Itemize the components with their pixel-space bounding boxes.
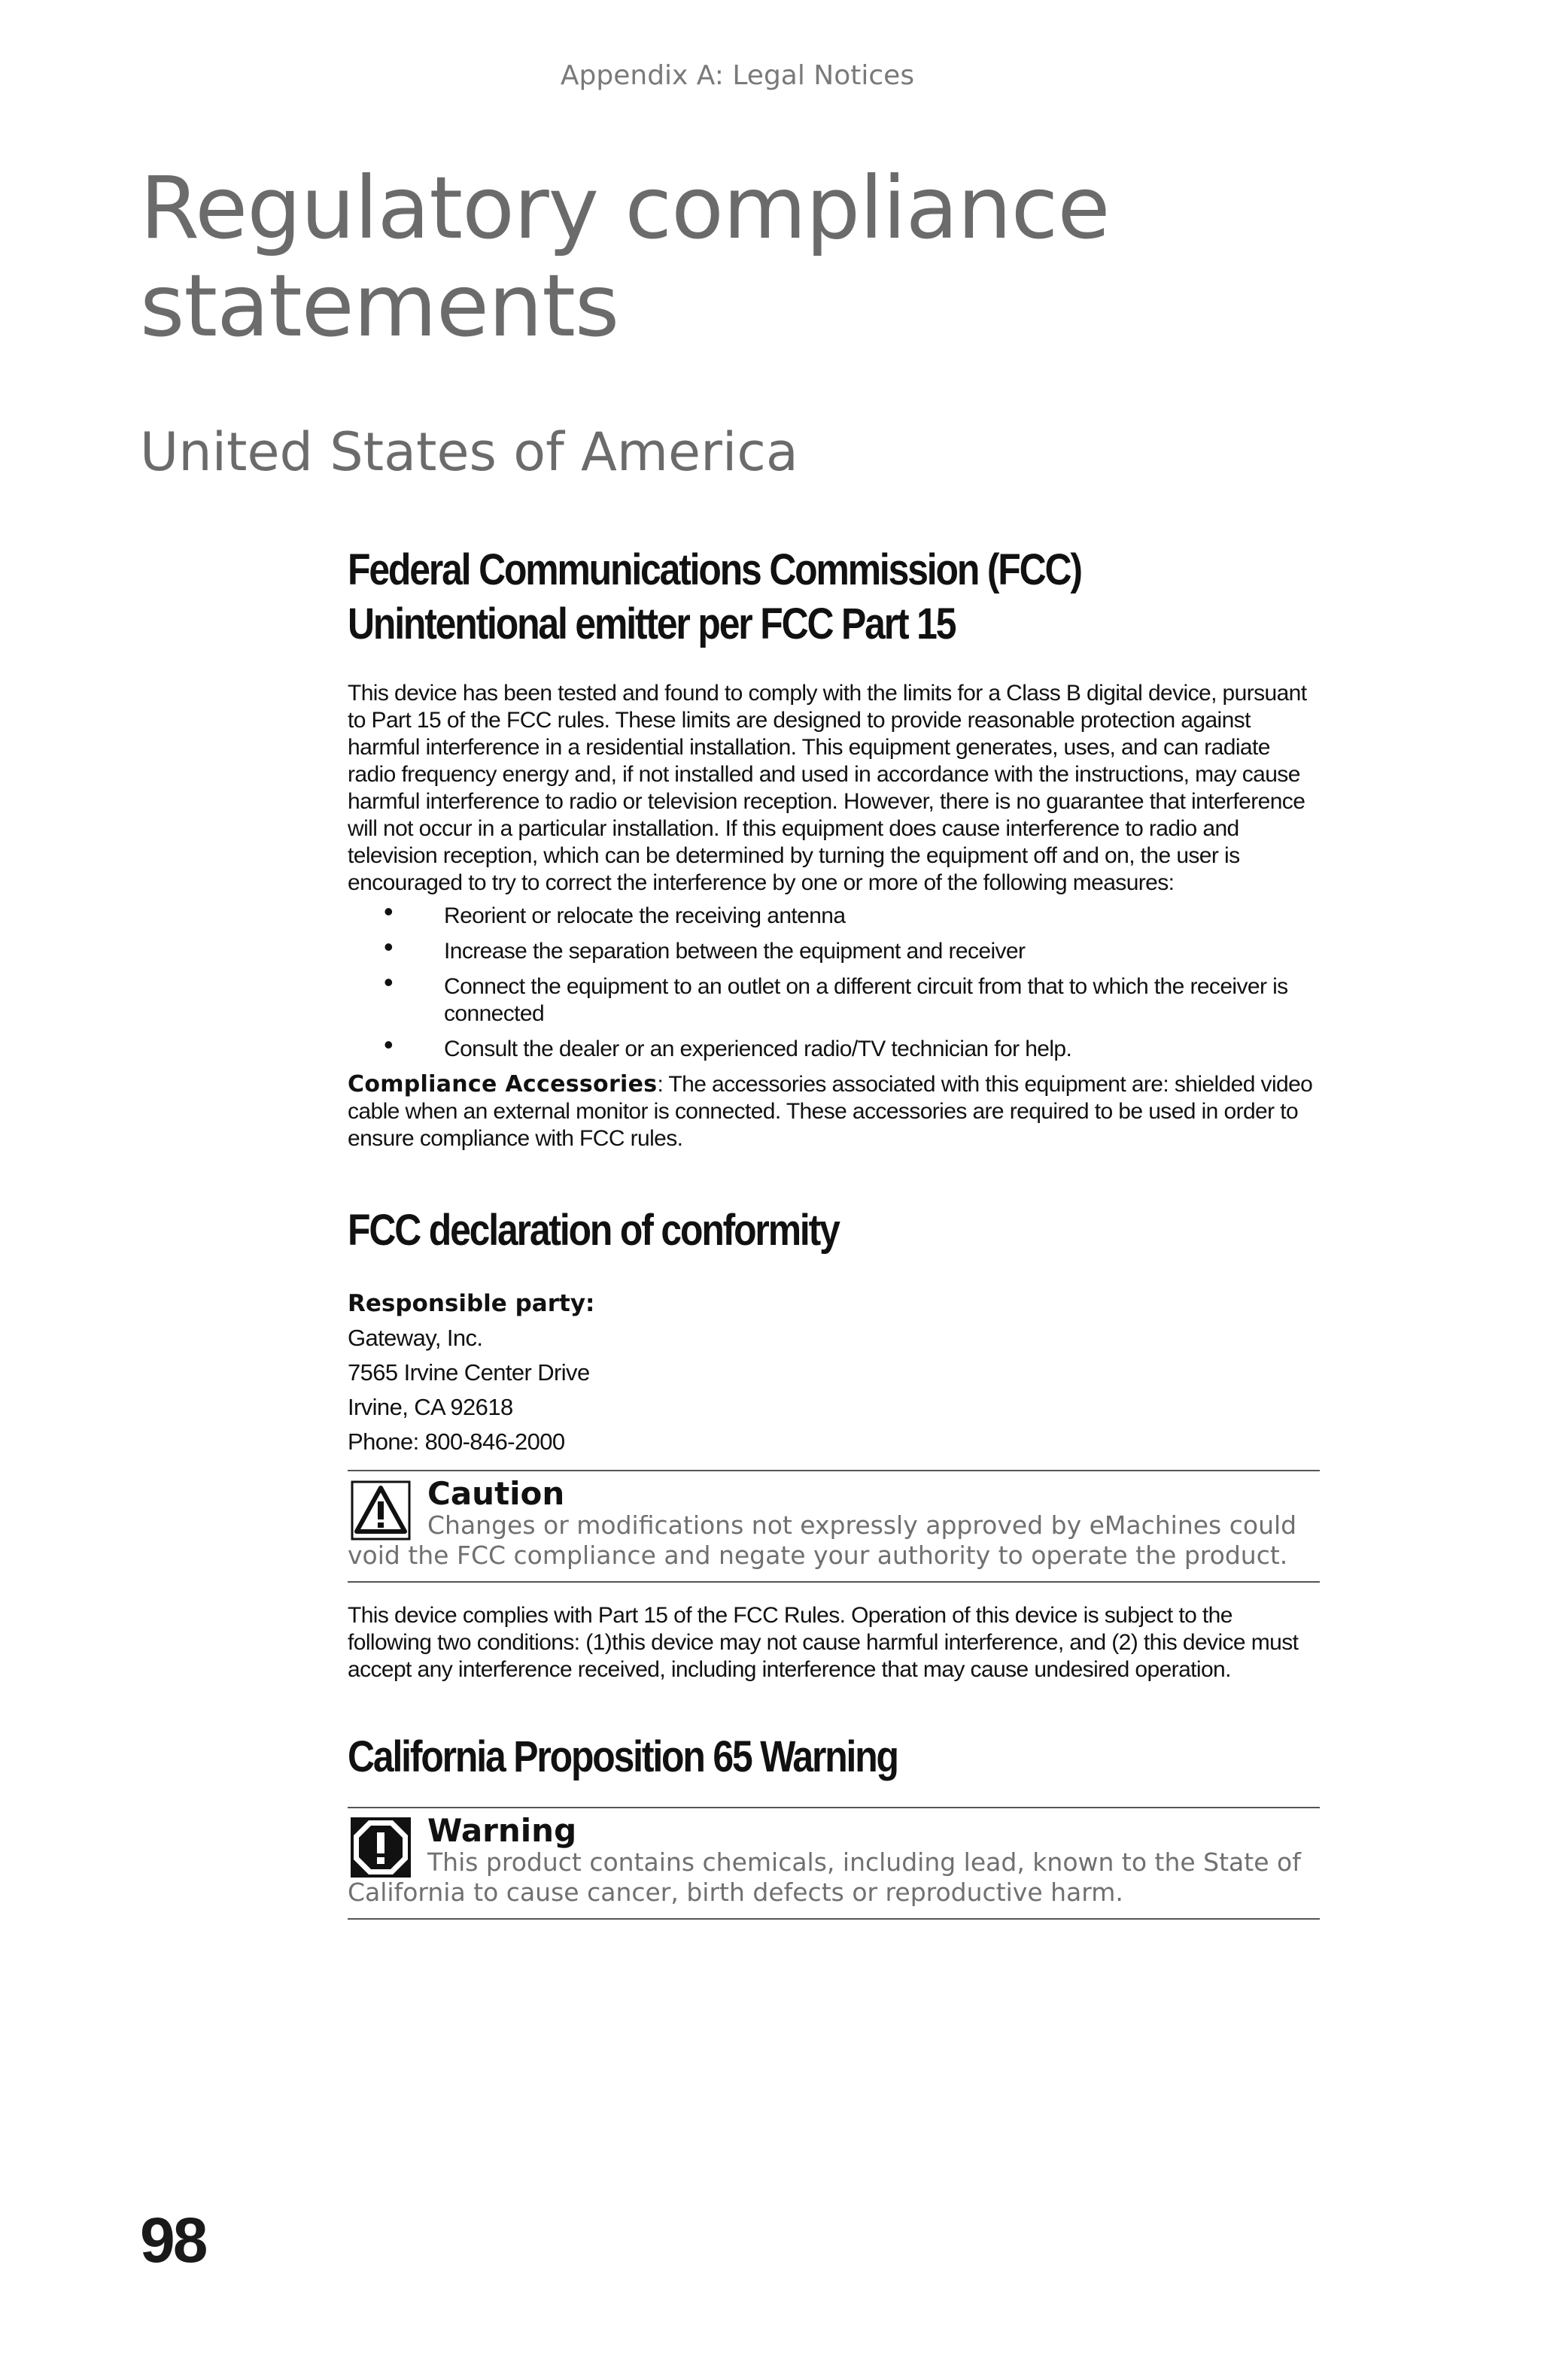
prop65-heading: California Proposition 65 Warning [348,1732,898,1781]
measures-list [348,896,1320,1063]
address-line: 7565 Irvine Center Drive [348,1359,590,1386]
warning-box [348,1807,1320,1920]
bullet-icon: • [384,1029,394,1060]
page-number: 98 [140,2205,206,2275]
region-title: United States of America [140,421,798,483]
address-line: Gateway, Inc. [348,1325,483,1351]
caution-box [348,1470,1320,1583]
caution-title: Caution [427,1475,565,1512]
bullet-icon: • [384,967,394,997]
list-item [348,1029,1320,1063]
measure-text: Increase the separation between the equipment and receiver [444,939,1026,964]
compliance-paragraph: This device complies with Part 15 of the FCC Rules. Operation of this device is subject to the following two conditions: (1)this device may not cause harmful interference, and (2) this device must accept any interference received, including interference that may cause undesired operation. [348,1603,1299,1682]
measure-text: Reorient or relocate the receiving antenna [444,903,846,928]
fcc-heading-line1: Federal Communications Commission (FCC) [348,545,1081,594]
running-head: Appendix A: Legal Notices [560,60,915,91]
accessories-label: Compliance Accessories [348,1071,658,1097]
page-title: Regulatory compliance statements [140,158,1110,356]
list-item [348,896,1320,930]
warning-title: Warning [427,1812,577,1849]
fcc-paragraph: This device has been tested and found to comply with the limits for a Class B digital device, pursuant to Part 15 of the FCC rules. These limits are designed to provide reasonable protection against harmful interference in a residential installation. This equipment generates, uses, and can radiate radio frequency energy and, if not installed and used in accordance with the instructions, may cause harmful interference to radio or television reception. However, there is no guarantee that interference will not occur in a particular installation. If this equipment does cause interference to radio and television reception, which can be determined by turning the equipment off and on, the user is encouraged to try to correct the interference by one or more of the following measures: [348,681,1307,895]
declaration-section [348,1204,1320,1683]
main-content [348,543,1320,1920]
address-line: Irvine, CA 92618 [348,1394,513,1420]
fcc-section [348,543,1320,1152]
accessories-text: : The accessories associated with this equipment are: shielded video cable when an external monitor is connected. These accessories are required to be used in order to ensure compliance with FCC rules. [348,1072,1313,1151]
bullet-icon: • [384,896,394,927]
responsible-party-label: Responsible party: [348,1290,595,1317]
warning-exclamation-icon [351,1817,411,1878]
accessories-paragraph [348,1071,1320,1152]
list-item [348,967,1320,1028]
declaration-heading: FCC declaration of conformity [348,1206,839,1255]
caution-text: Changes or modifications not expressly approved by eMachines could void the FCC compliance and negate your authority to operate the product. [348,1510,1297,1570]
bullet-icon: • [384,931,394,962]
caution-triangle-icon [351,1480,411,1541]
address-line: Phone: 800-846-2000 [348,1428,565,1455]
prop65-section [348,1730,1320,1920]
warning-text: This product contains chemicals, including lead, known to the State of California to cause cancer, birth defects or reproductive harm. [348,1847,1301,1907]
list-item [348,931,1320,965]
measure-text: Connect the equipment to an outlet on a different circuit from that to which the receiver is connected [444,974,1288,1026]
measure-text: Consult the dealer or an experienced radio/TV technician for help. [444,1037,1072,1061]
fcc-heading-line2: Unintentional emitter per FCC Part 15 [348,600,956,648]
